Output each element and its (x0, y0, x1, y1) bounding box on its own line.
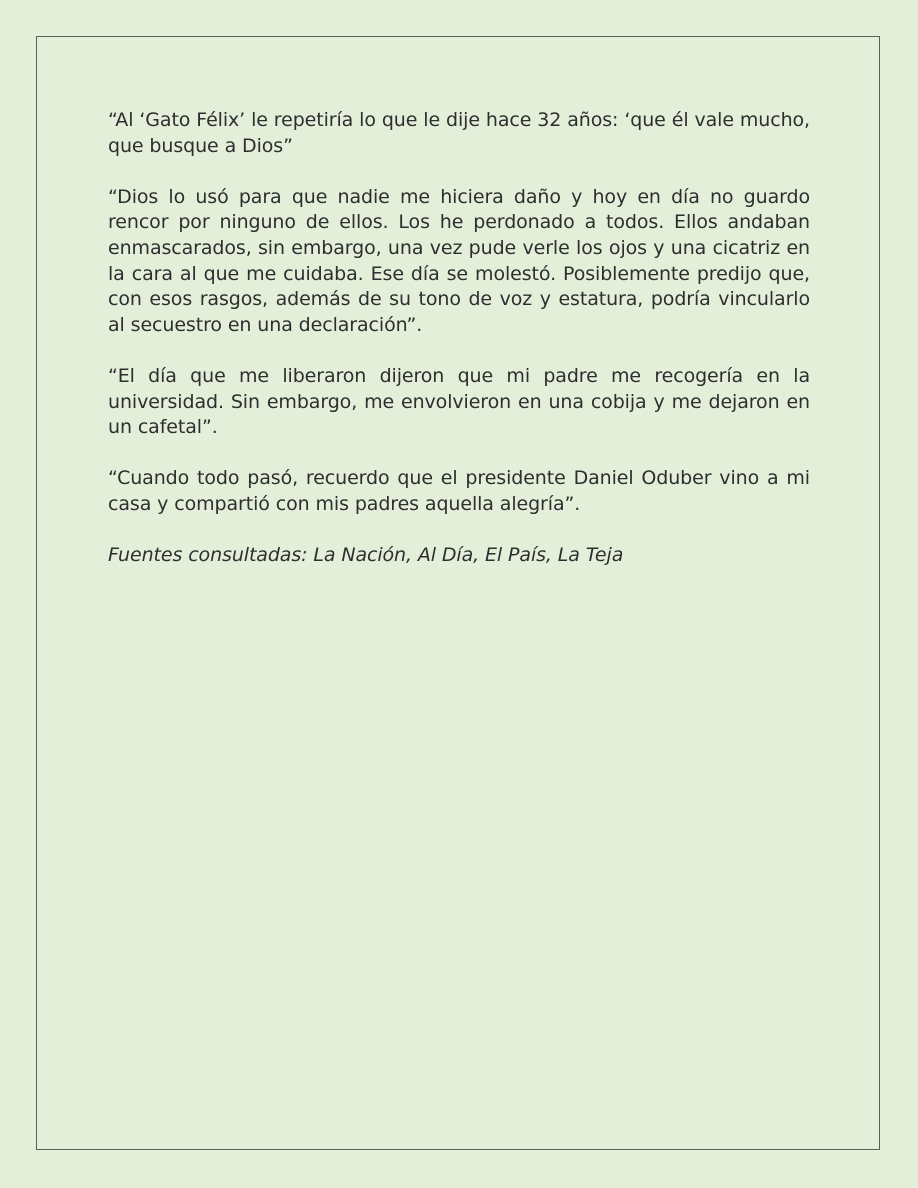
quote-paragraph-2: “Dios lo usó para que nadie me hiciera daño y hoy en día no guardo rencor por ninguno de ellos. Los he perdonado a todos. Ellos andaban enmascarados, sin embargo, una vez pude verle los ojos y una cicatriz en la cara al que me cuidaba. Ese día se molestó. Posiblemente predijo que, con esos rasgos, además de su tono de voz y estatura, podría vincularlo al secuestro en una declaración”. (108, 185, 810, 336)
document-body (108, 108, 810, 594)
quote-paragraph-3: “El día que me liberaron dijeron que mi padre me recogería en la universidad. Sin embargo, me envolvieron en una cobija y me dejaron en un cafetal”. (108, 364, 810, 439)
quote-paragraph-1: “Al ‘Gato Félix’ le repetiría lo que le dije hace 32 años: ‘que él vale mucho, que busque a Dios” (108, 109, 810, 157)
quote-paragraph-4: “Cuando todo pasó, recuerdo que el presidente Daniel Oduber vino a mi casa y compartió con mis padres aquella alegría”. (108, 467, 810, 515)
sources-line: Fuentes consultadas: La Nación, Al Día, El País, La Teja (108, 544, 624, 567)
